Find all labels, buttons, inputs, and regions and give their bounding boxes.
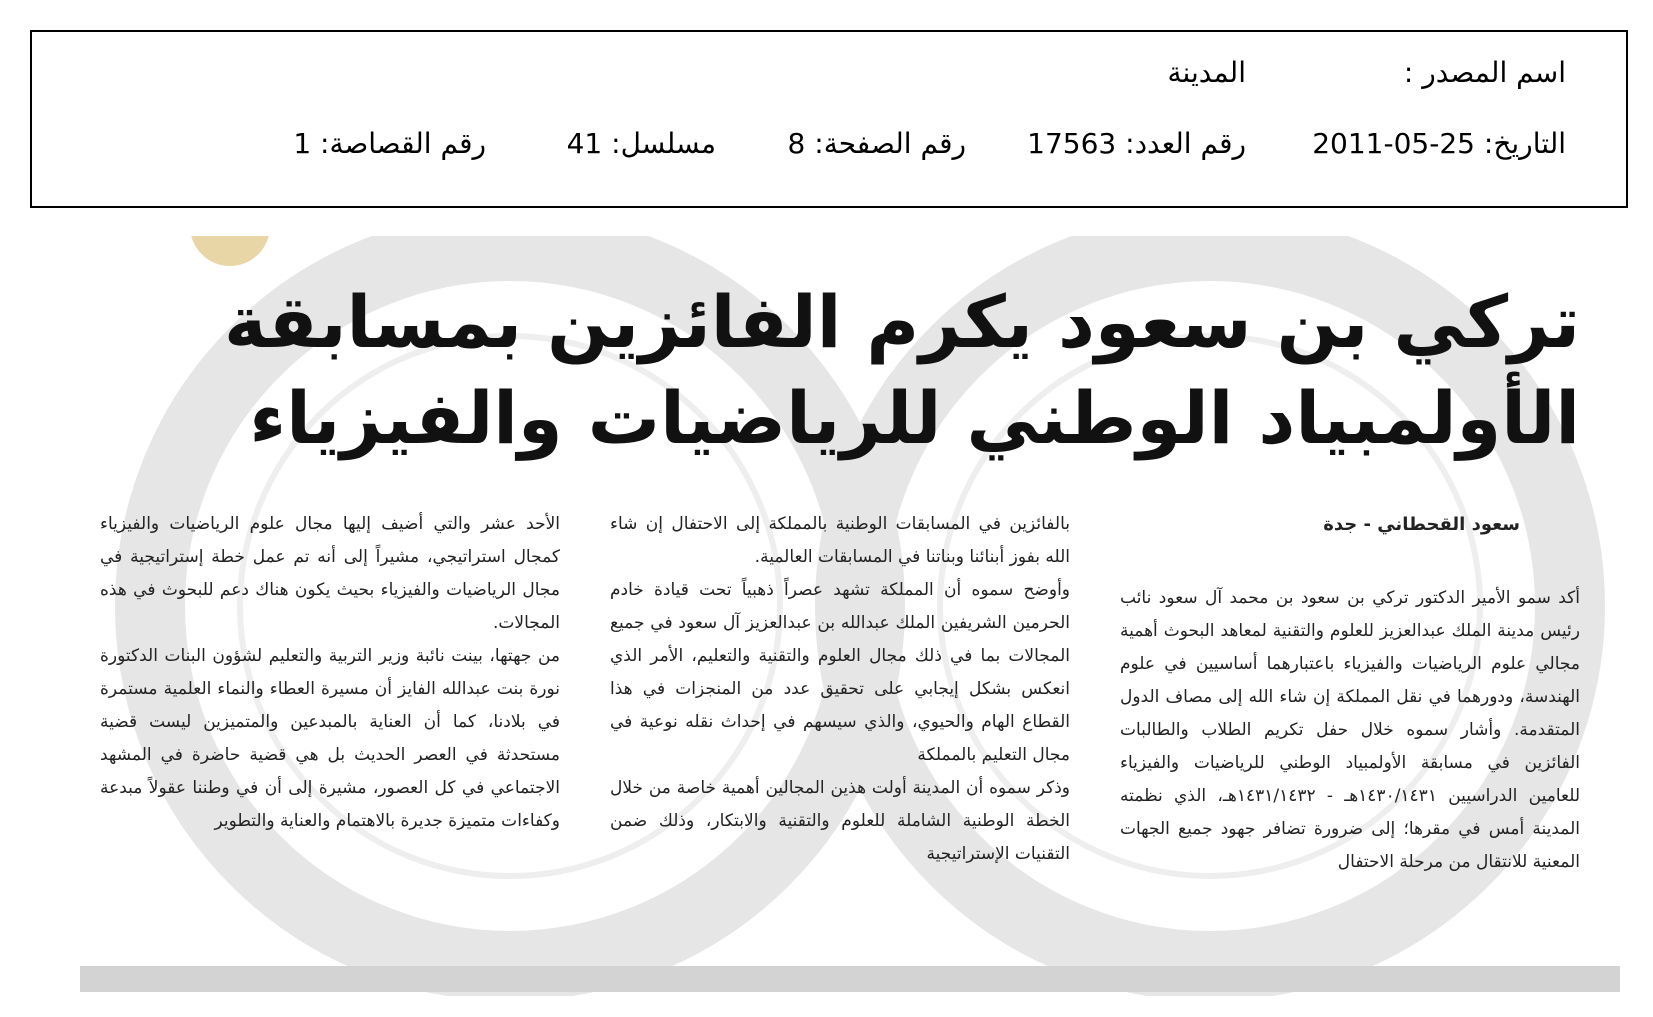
paragraph: الأحد عشر والتي أضيف إليها مجال علوم الرياضيات والفيزياء كمجال استراتيجي، مشيراً إلى أنه تم عمل خطة إستراتيجية في مجال الرياضيات والفيزياء بحيث يكون هناك دعم للبحوث في هذه المجالات.	[100, 514, 560, 633]
footer-bar	[80, 966, 1620, 992]
serial-field: مسلسل: 41	[566, 127, 716, 160]
paragraph: من جهتها، بينت نائبة وزير التربية والتعليم لشؤون البنات الدكتورة نورة بنت عبدالله الفايز أن مسيرة العطاء والنماء العلمية مستمرة في بلادنا، كما أن العناية بالمبدعين والمتميزين ليست قضية مستحدثة في العصر الحديث بل هي قضية حاضرة في المشهد الاجتماعي في كل العصور، مشيرة إلى أن في وطننا عقولاً مبدعة وكفاءات متميزة جديرة بالاهتمام والعناية والتطوير	[100, 646, 560, 831]
article-headline	[224, 274, 1580, 466]
source-label: اسم المصدر :	[1403, 56, 1566, 89]
date-field: التاريخ: 25-05-2011	[1312, 127, 1566, 160]
article-column-right	[1120, 582, 1580, 879]
issue-number-field: رقم العدد: 17563	[1027, 127, 1246, 160]
article-column-left	[100, 508, 560, 838]
source-header-box	[30, 30, 1628, 208]
byline: سعود القحطاني - جدة	[1323, 514, 1520, 535]
source-value: المدينة	[1167, 56, 1246, 89]
page-number-field: رقم الصفحة: 8	[787, 127, 966, 160]
article-column-middle	[610, 508, 1070, 871]
paragraph: وأوضح سموه أن المملكة تشهد عصراً ذهبياً تحت قيادة خادم الحرمين الشريفين الملك عبدالله بن عبدالعزيز آل سعود في جميع المجالات بما في ذلك مجال العلوم والتقنية والتعليم، الأمر الذي انعكس بشكل إيجابي على تحقيق عدد من المنجزات في هذا القطاع الهام والحيوي، والذي سيسهم في إحداث نقله نوعية في مجال التعليم بالمملكة	[610, 580, 1070, 765]
paragraph: بالفائزين في المسابقات الوطنية بالمملكة إلى الاحتفال إن شاء الله بفوز أبنائنا وبناتنا في المسابقات العالمية.	[610, 514, 1070, 567]
headline-line-1: تركي بن سعود يكرم الفائزين بمسابقة	[223, 280, 1580, 364]
newspaper-clipping	[80, 236, 1620, 996]
paragraph: وذكر سموه أن المدينة أولت هذين المجالين أهمية خاصة من خلال الخطة الوطنية الشاملة للعلوم والتقنية والابتكار، وذلك ضمن التقنيات الإستراتيجية	[610, 778, 1070, 864]
clip-number-field: رقم القصاصة: 1	[293, 127, 486, 160]
paragraph: أكد سمو الأمير الدكتور تركي بن سعود بن محمد آل سعود نائب رئيس مدينة الملك عبدالعزيز للعلوم والتقنية لمعاهد البحوث أهمية مجالي علوم الرياضيات والفيزياء باعتبارهما أساسيين في علوم الهندسة، ودورهما في نقل المملكة إن شاء الله إلى مصاف الدول المتقدمة. وأشار سموه خلال حفل تكريم الطلاب والطالبات الفائزين في مسابقة الأولمبياد الوطني للرياضيات والفيزياء للعامين الدراسيين ١٤٣٠/١٤٣١هـ - ١٤٣١/١٤٣٢هـ، الذي نظمته المدينة أمس في مقرها؛ إلى ضرورة تضافر جهود جميع الجهات المعنية للانتقال من مرحلة الاحتفال	[1120, 588, 1581, 872]
headline-line-2: الأولمبياد الوطني للرياضيات والفيزياء	[249, 376, 1580, 460]
